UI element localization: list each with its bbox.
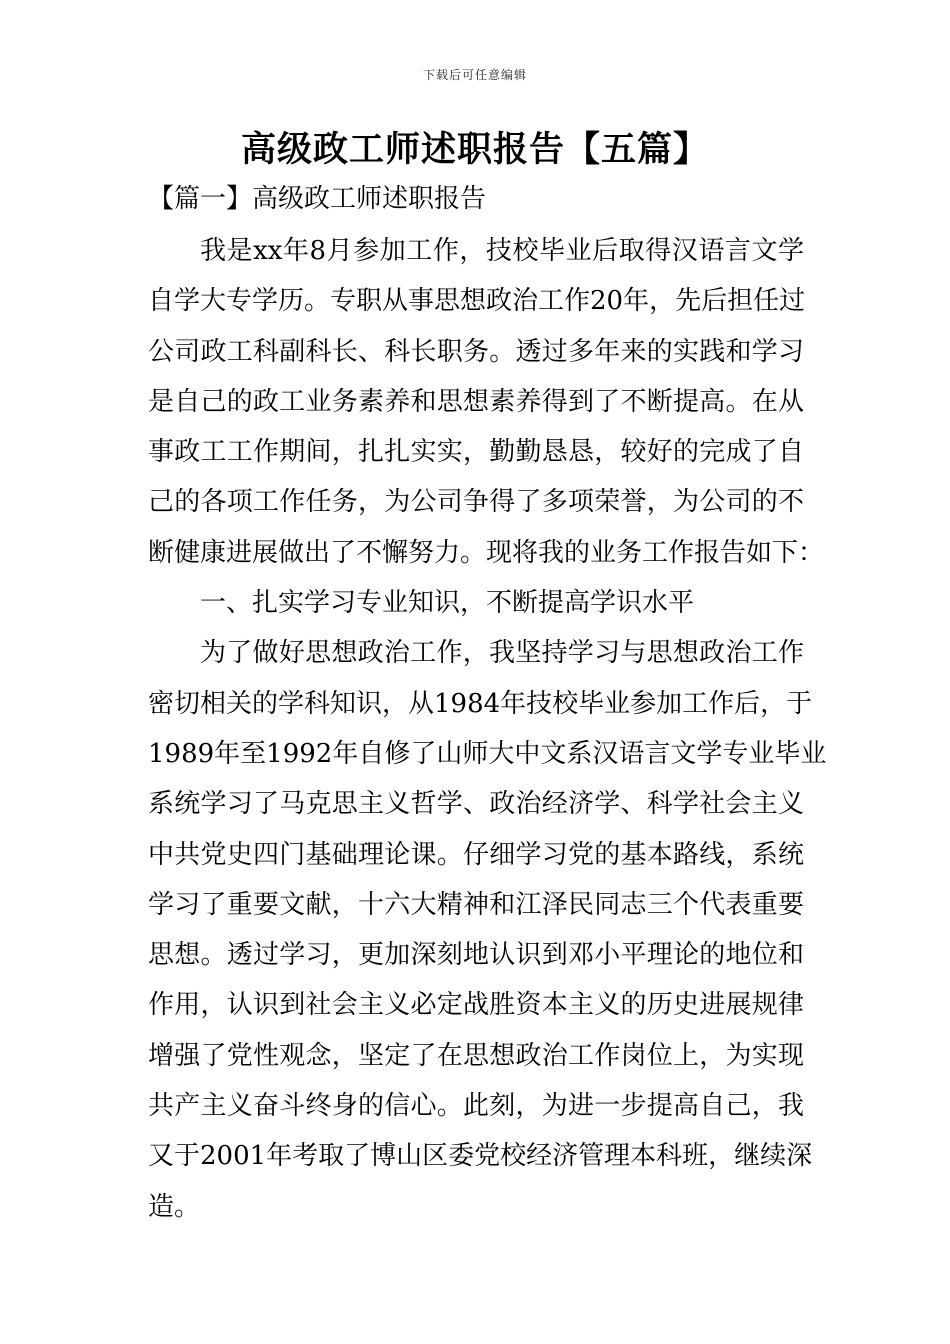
- paragraph-line: 作用，认识到社会主义必定战胜资本主义的历史进展规律: [148, 990, 804, 1021]
- section-heading: 【篇一】高级政工师述职报告: [148, 184, 487, 214]
- paragraph-line: 断健康进展做出了不懈努力。现将我的业务工作报告如下：: [148, 537, 825, 568]
- paragraph-line: 共产主义奋斗终身的信心。此刻，为进一步提高自己，我: [148, 1091, 804, 1122]
- body-text: [148, 226, 827, 1232]
- paragraph-line: 又于2001年考取了博山区委党校经济管理本科班，继续深: [148, 1141, 813, 1172]
- paragraph-line: 为了做好思想政治工作，我坚持学习与思想政治工作: [200, 638, 804, 669]
- paragraph-line: 是自己的政工业务素养和思想素养得到了不断提高。在从: [148, 386, 804, 417]
- paragraph-line: 增强了党性观念，坚定了在思想政治工作岗位上，为实现: [148, 1040, 804, 1071]
- paragraph-line: 1989年至1992年自修了山师大中文系汉语言文学专业毕业: [148, 738, 827, 769]
- paragraph-line: 一、扎实学习专业知识，不断提高学识水平: [200, 588, 695, 619]
- paragraph-line: 造。: [148, 1191, 201, 1222]
- paragraph-line: 思想。透过学习，更加深刻地认识到邓小平理论的地位和: [148, 940, 804, 971]
- paragraph-line: 自学大专学历。专职从事思想政治工作20年，先后担任过: [148, 286, 806, 317]
- paragraph-line: 我是xx年8月参加工作，技校毕业后取得汉语言文学: [200, 236, 804, 266]
- paragraph-line: 己的各项工作任务，为公司争得了多项荣誉，为公司的不: [148, 487, 804, 518]
- paragraph-line: 事政工工作期间，扎扎实实，勤勤恳恳，较好的完成了自: [148, 437, 804, 468]
- paragraph-line: 系统学习了马克思主义哲学、政治经济学、科学社会主义: [148, 789, 804, 820]
- paragraph-line: 密切相关的学科知识，从1984年技校毕业参加工作后，于: [148, 688, 813, 719]
- paragraph-line: 公司政工科副科长、科长职务。透过多年来的实践和学习: [148, 336, 804, 367]
- document-title: 高级政工师述职报告【五篇】: [240, 129, 709, 170]
- paragraph-line: 中共党史四门基础理论课。仔细学习党的基本路线，系统: [148, 839, 804, 870]
- paragraph-line: 学习了重要文献，十六大精神和江泽民同志三个代表重要: [148, 889, 804, 920]
- header-note: 下载后可任意编辑: [422, 68, 527, 82]
